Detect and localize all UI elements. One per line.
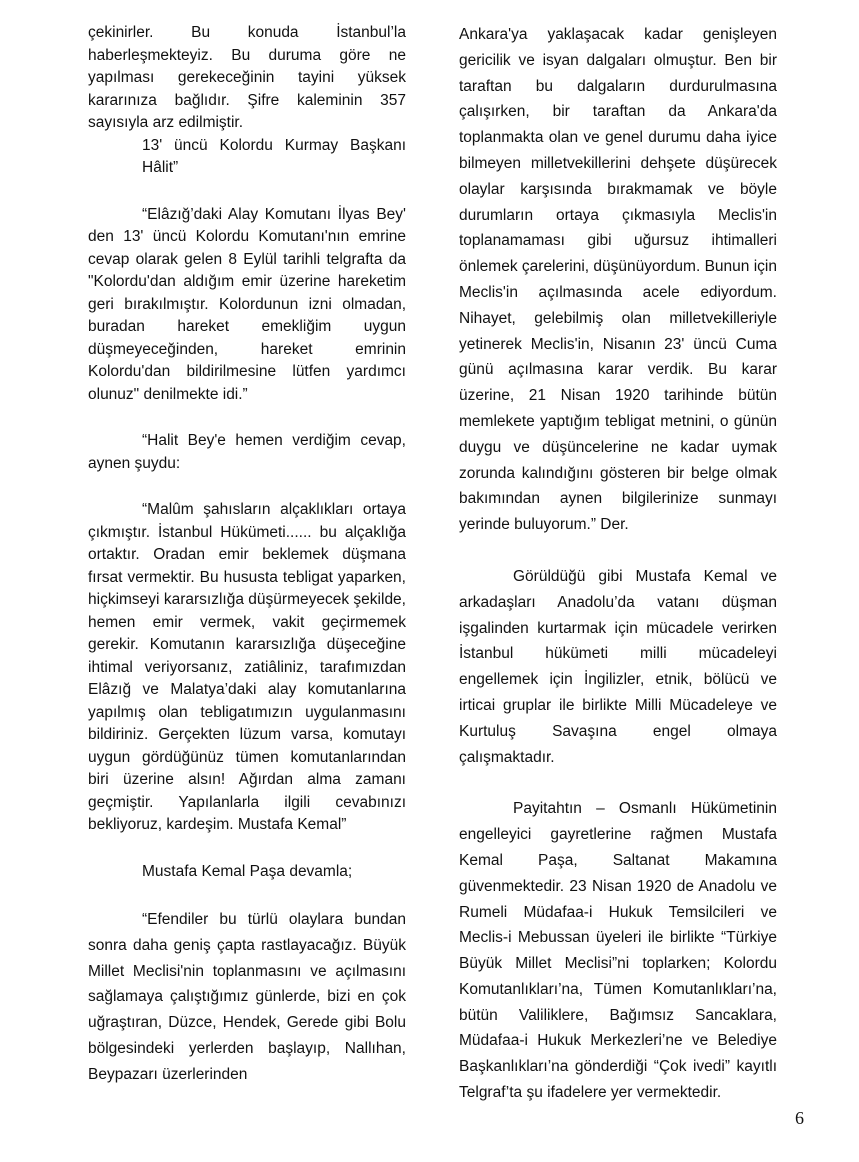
left-paragraph-5: Mustafa Kemal Paşa devamla; <box>142 862 353 880</box>
left-paragraph-3: “Halit Bey'e hemen verdiğim cevap, aynen şuydu: <box>88 432 406 472</box>
page-number: 6 <box>795 1108 804 1128</box>
right-column <box>459 22 777 1106</box>
right-paragraph-3: Payitahtın – Osmanlı Hükümetinin engelleyici gayretlerine rağmen Mustafa Kemal Paşa, Saltanat Makamına güvenmektedir. 23 Nisan 1920 de Anadolu ve Rumeli Müdafaa-i Hukuk Temsilcileri ve Meclis-i Mebussan üyeleri ile birlikte “Türkiye Büyük Millet Meclisi”ni toplarken; Kolordu Komutanlıkları’na, Tümen Komutanlıkları’na, bütün Valiliklere, Bağımsız Sancaklara, Müdafaa-i Hukuk Merkezleri’ne ve Belediye Başkanlıkları’na gönderdiği “Çok ivedi” kayıtlı Telgraf’ta şu ifadelere yer vermektedir. <box>459 800 777 1102</box>
signature-line: 13' üncü Kolordu Kurmay Başkanı Hâlit” <box>142 136 406 176</box>
left-paragraph-4: “Malûm şahısların alçaklıkları ortaya çıkmıştır. İstanbul Hükümeti...... bu alçaklığa ortaktır. Oradan emir beklemek düşmana fırsat vermektir. Bu hususta tebligat yaparken, hiçkimseyi kararsızlığa düşürmeyecek şekilde, hemen emir vermek, vakit geçirmemek gerekir. Komutanın kararsızlığa düşeceğine ihtimal veriyorsanız, zatiâliniz, tarafımızdan Elâzığ ve Malatya’daki alay komutanlarına yapılmış olan tebligatımızın uygulanmasını bildiriniz. Gerçekten lüzum varsa, komutayı uygun gördüğünüz tümen komutanlarından biri üzerine alsın! Ağırdan alma zamanı geçmiştir. Yapılanlarla ilgili cevabınızı bekliyoruz, kardeşim. Mustafa Kemal” <box>88 501 406 833</box>
right-paragraph-2: Görüldüğü gibi Mustafa Kemal ve arkadaşları Anadolu’da vatanı düşman işgalinden kurtarmak için mücadele verirken İstanbul hükümeti milli mücadeleyi engellemek için İngilizler, etnik, bölücü ve irticai gruplar ile birlikte Milli Mücadeleye ve Kurtuluş Savaşına engel olmaya çalışmaktadır. <box>459 567 777 766</box>
right-paragraph-1: Ankara'ya yaklaşacak kadar genişleyen gericilik ve isyan dalgaları olmuştur. Ben bir taraftan bu dalgaların durdurulmasına çalışırken, bir taraftan da Ankara'da toplanmakta olan ve genel durumu daha iyice bilmeyen milletvekillerini dehşete düşürecek olaylar karşısında bırakmamak ve böyle durumların ortaya çıkmasıyla Meclis'in toplanamaması gibi uğursuz ihtimalleri önlemek çarelerini, düşünüyordum. Bunun için Meclis'in açılmasında acele ediyordum. Nihayet, gelebilmiş olan milletvekilleriyle yetinerek Meclis'in, Nisanın 23' üncü Cuma günü açılmasına karar verdik. Bu karar üzerine, 21 Nisan 1920 tarihinde bütün memlekete yaptığım tebligat metnini, o günün duygu ve düşüncelerine ne kadar uymak zorunda kalındığını gösteren bir belge olmak bakımından aynen bilgilerinize sunmayı yerinde buluyorum.” Der. <box>459 26 777 534</box>
left-paragraph-6: “Efendiler bu türlü olaylara bundan sonra daha geniş çapta rastlayacağız. Büyük Millet Meclisi'nin toplanmasını ve açılmasını sağlamaya çalıştığımız günlerde, bizi en çok uğraştıran, Düzce, Hendek, Gerede gibi Bolu bölgesindeki yerlerden başlayıp, Nallıhan, Beypazarı üzerlerinden <box>88 911 406 1083</box>
left-column <box>88 22 406 1088</box>
left-paragraph-2: “Elâzığ’daki Alay Komutanı İlyas Bey' den 13' üncü Kolordu Komutanı'nın emrine cevap olarak gelen 8 Eylül tarihli telgrafta da "Kolordu'dan aldığım emir üzerine hareketim geri bırakılmıştır. Kolordunun izni olmadan, buradan hareket emekliğim uygun düşmeyeceğinden, hareket emrinin Kolordu'dan bildirilmesine lütfen yardımcı olunuz" denilmekte idi.” <box>88 205 406 403</box>
left-paragraph-1: çekinirler. Bu konuda İstanbul’la haberleşmekteyiz. Bu duruma göre ne yapılması gerekeceğinin tayini yüksek kararınıza bağlıdır. Şifre kaleminin 357 sayısıyla arz edilmiştir. <box>88 24 406 131</box>
